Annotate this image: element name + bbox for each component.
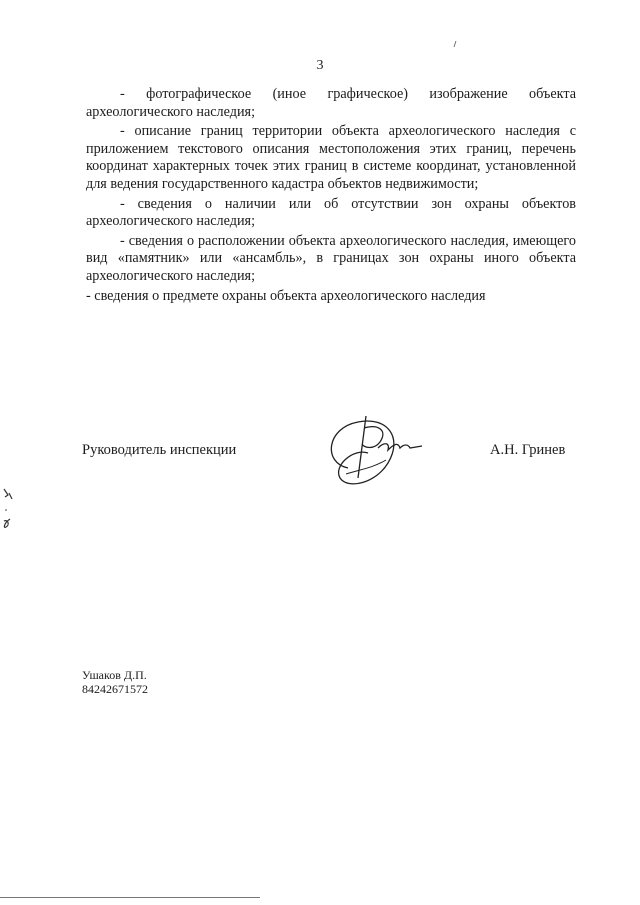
signer-position: Руководитель инспекции [82,442,237,458]
handwritten-signature [318,408,428,503]
page-number: 3 [316,58,324,73]
signer-name: А.Н. Гринев [490,442,566,458]
list-item: - фотографическое (иное графическое) изображение объекта археологического наследия; [86,86,576,120]
margin-handwritten-marks [0,485,20,535]
executor-info [82,668,148,696]
list-item: - сведения о расположении объекта археологического наследия, имеющего вид «памятник» или «ансамбль», в границах зон охраны иного объекта археологического наследия; [86,232,576,284]
executor-phone: 84242671572 [82,682,148,696]
scan-speck [452,40,458,48]
signature-block [0,442,640,522]
list-item: - сведения о предмете охраны объекта археологического наследия [86,287,486,304]
executor-name: Ушаков Д.П. [82,668,147,682]
document-body [86,86,576,307]
list-item: - сведения о наличии или об отсутствии зон охраны объектов археологического наследия; [86,195,576,230]
page-bottom-line [0,897,260,898]
list-item: - описание границ территории объекта археологического наследия с приложением текстового описания местоположения этих границ, перечень координат характерных точек этих границ в системе координат, установленной для ведения государственного кадастра объектов недвижимости; [86,123,576,192]
